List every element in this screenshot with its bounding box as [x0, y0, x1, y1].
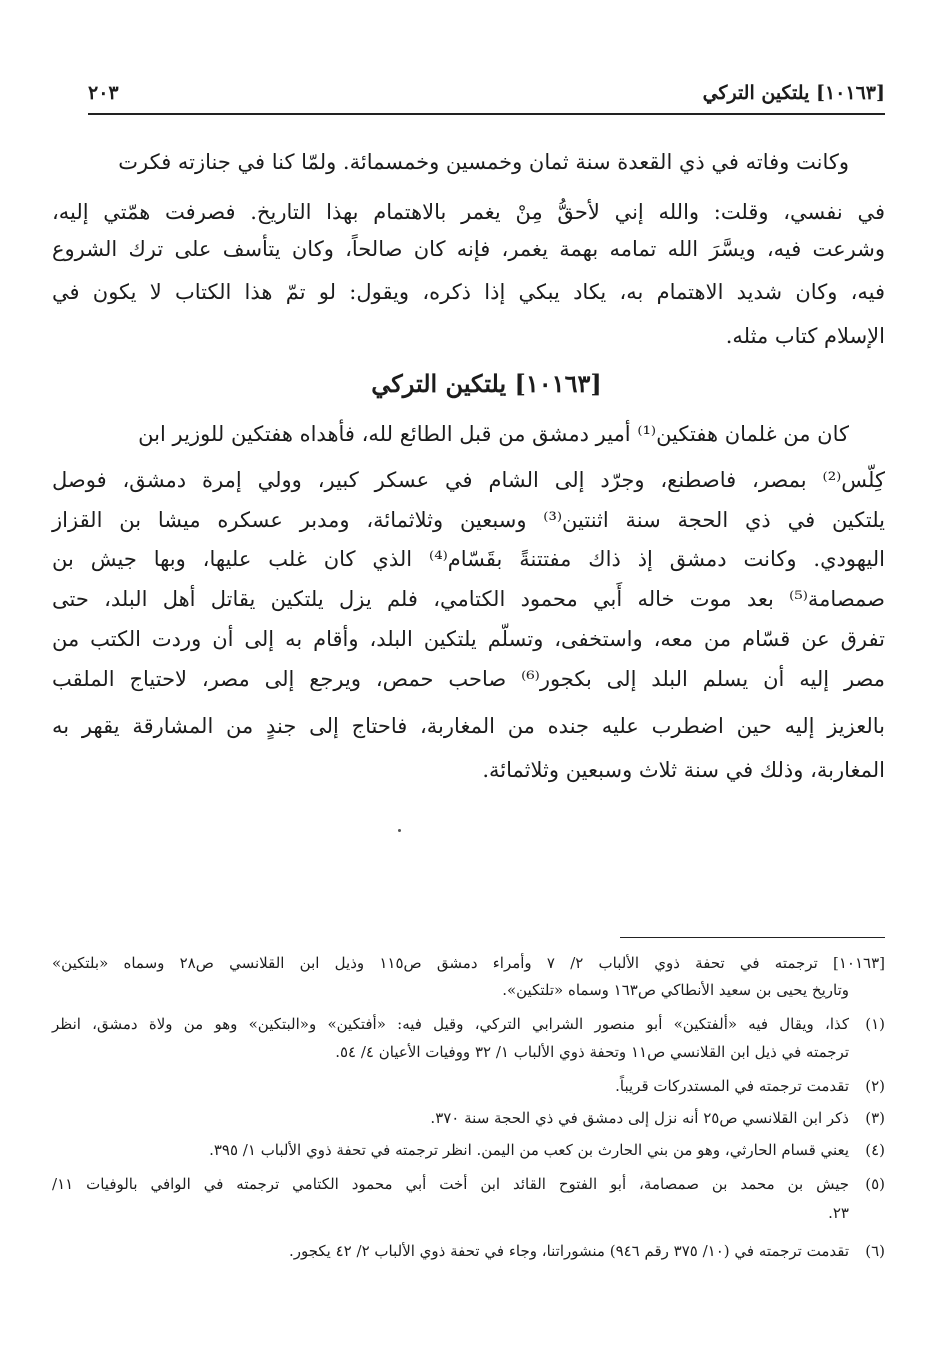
running-header: [88, 82, 885, 108]
footnote-rule: [620, 937, 885, 938]
footnote-main-line: وتاريخ يحيى بن سعيد الأنطاكي ص١٦٣ وسماه «تلتكين».: [502, 981, 849, 999]
footnote-number: (٦): [865, 1242, 885, 1260]
footnote-line: جيش بن محمد بن صمصامة، أبو الفتوح القائد ابن أخت أبي محمود الكتامي ترجمته في الوافي بالوفيات ١١/: [52, 1175, 849, 1193]
page-number: ٢٠٣: [88, 82, 119, 104]
biography-line: بالعزيز إليه حين اضطرب عليه جنده من المغاربة، فاحتاج إلى جندٍ من المشارقة يقهر به: [52, 714, 885, 738]
footnote-line: يعني قسام الحارثي، وهو من بني الحارث بن كعب من اليمن. انظر ترجمته في تحفة ذوي الألباب ١/ ٣٩٥.: [209, 1141, 849, 1159]
intro-line: وكانت وفاته في ذي القعدة سنة ثمان وخمسين وخمسمائة. ولمّا كنا في جنازته فكرت: [118, 150, 849, 174]
footnote-number: (٥): [865, 1175, 885, 1193]
footnote-line: تقدمت ترجمته في (١٠/ ٣٧٥ رقم ٩٤٦) منشوراتنا، وجاء في تحفة ذوي الألباب ٢/ ٤٢ يكجور.: [288, 1242, 849, 1260]
intro-line: في نفسي، وقلت: والله إني لأحقُّ مِنْ يغمر بالاهتمام بهذا التاريخ. فصرفت همّتي إليه،: [52, 200, 885, 224]
footnote-main-line: [١٠١٦٣] ترجمته في تحفة ذوي الألباب ٢/ ٧ وأمراء دمشق ص١١٥ وذيل ابن القلانسي ص٢٨ وسماه «بلتكين»: [52, 954, 886, 972]
section-heading: [١٠١٦٣] يلتكين التركي: [371, 369, 602, 398]
intro-line: الإسلام كتاب مثله.: [725, 324, 885, 348]
footnote-line: كذا، ويقال فيه «ألفتكين» أبو منصور الشرابي التركي، وقيل فيه: «أفتكين» و«البتكين» وهو من ولاة دمشق، انظر: [52, 1015, 849, 1033]
intro-line: وشرعت فيه، ويسَّرَ الله تمامه بهمة يغمر، فإنه كان صالحاً، وكان يتأسف على ترك الشروع: [52, 237, 885, 261]
running-title: [١٠١٦٣] يلتكين التركي: [702, 82, 885, 104]
footnote-number: (٤): [865, 1141, 885, 1159]
biography-line: صمصامة⁽⁵⁾ بعد موت خاله أَبي محمود الكتامي، فلم يزل يلتكين يقاتل أهل البلد، حتى: [52, 587, 885, 611]
footnote-number: (٣): [865, 1109, 885, 1127]
footnote-line: تقدمت ترجمته في المستدركات قريباً.: [615, 1077, 849, 1095]
intro-line: فيه، وكان شديد الاهتمام به، يكاد يبكي إذا ذكره، ويقول: لو تمّ هذا الكتاب لا يكون في: [52, 280, 885, 304]
footnote-line: ٢٣.: [828, 1204, 849, 1222]
biography-line: تفرق عن قسّام من معه، واستخفى، وتسلّم يلتكين البلد، وأقام به إلى أن وردت الكتب من: [52, 627, 885, 651]
biography-line: كان من غلمان هفتكين⁽¹⁾ أمير دمشق من قبل الطائع لله، فأهداه هفتكين للوزير ابن: [138, 422, 849, 446]
footnote-number: (٢): [865, 1077, 885, 1095]
stray-mark: [398, 829, 401, 832]
biography-line: المغاربة، وذلك في سنة ثلاث وسبعين وثلاثمائة.: [482, 758, 885, 782]
biography-line: اليهودي. وكانت دمشق إذ ذاك مفتتنةً بقَسّام⁽⁴⁾ الذي كان غلب عليها، وبها جيش بن: [52, 547, 885, 571]
biography-line: كِلّس⁽²⁾ بمصر، فاصطنع، وجرّد إلى الشام في عسكر كبير، وولي إمرة دمشق، فوصل: [52, 468, 885, 492]
header-rule: [88, 113, 885, 115]
footnote-line: ترجمته في ذيل ابن القلانسي ص١١ وتحفة ذوي الألباب ١/ ٣٢ ووفيات الأعيان ٤/ ٥٤.: [335, 1043, 849, 1061]
footnote-number: (١): [865, 1015, 885, 1033]
biography-line: مصر إليه أن يسلم البلد إلى بكجور⁽⁶⁾ صاحب حمص، ويرجع إلى مصر، لاحتياج الملقب: [52, 667, 885, 691]
biography-line: يلتكين في ذي الحجة سنة اثنتين⁽³⁾ وسبعين وثلاثمائة، ومدبر عسكره ميشا بن القزاز: [52, 508, 885, 532]
footnote-line: ذكر ابن القلانسي ص٢٥ أنه نزل إلى دمشق في ذي الحجة سنة ٣٧٠.: [430, 1109, 849, 1127]
